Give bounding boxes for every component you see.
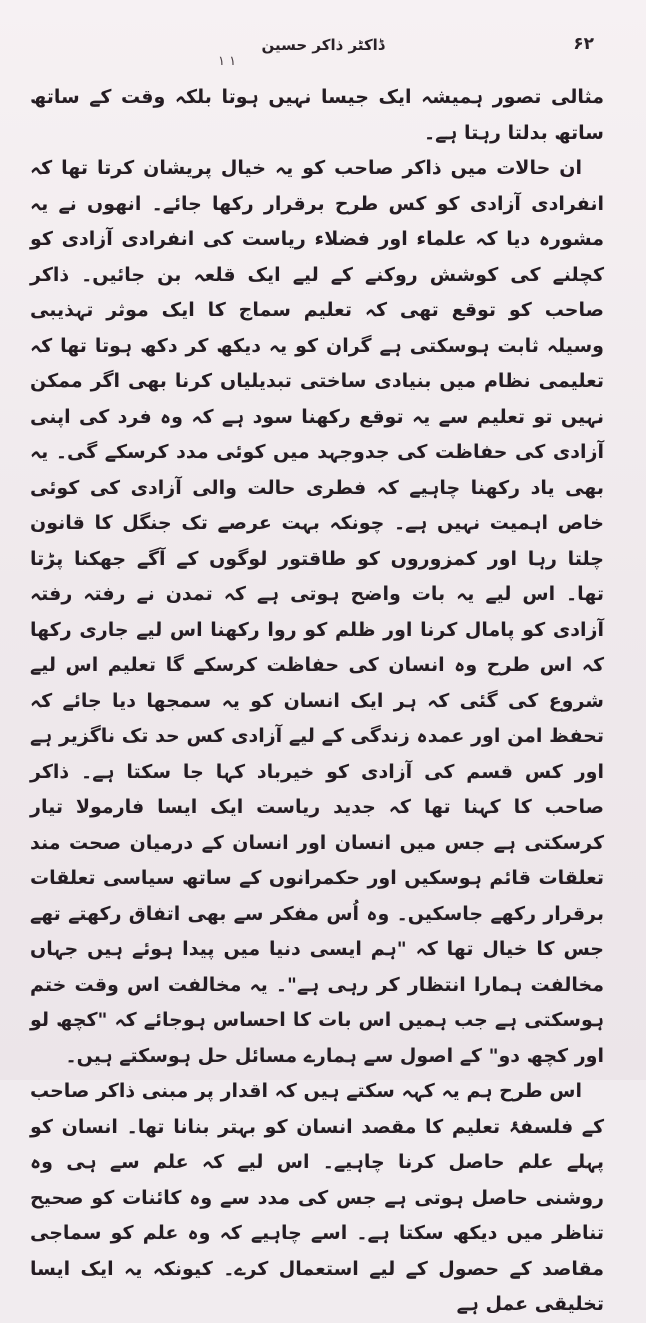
paragraph: مثالی تصور ہمیشہ ایک جیسا نہیں ہوتا بلکہ وقت کے ساتھ ساتھ بدلتا رہتا ہے۔ (30, 86, 604, 144)
running-title: ڈاکٹر ذاکر حسین (261, 36, 385, 54)
body-text (30, 80, 604, 1315)
page-header (40, 32, 606, 69)
paragraph: ان حالات میں ذاکر صاحب کو یہ خیال پریشان کرتا تھا کہ انفرادی آزادی کو کس طرح برقرار رکھا جائے۔ انھوں نے یہ مشورہ دیا کہ علماء اور فضلاء ریاست کی انفرادی آزادی کو کچلنے کی کوشش روکنے کے لیے ایک قلعہ بن جائیں۔ ذاکر صاحب کو توقع تھی کہ تعلیم سماج کا ایک موثر تہذیبی وسیلہ ثابت ہوسکتی ہے گران کو یہ دیکھ کر دکھ ہوتا تھا کہ تعلیمی نظام میں بنیادی ساختی تبدیلیاں کرنا بھی اگر ممکن نہیں تو تعلیم سے یہ توقع رکھنا سود ہے کہ وہ فرد کی اپنی آزادی کی حفاظت کی جدوجہد میں کوئی مدد کرسکے گی۔ یہ بھی یاد رکھنا چاہیے کہ فطری حالت والی آزادی کی کوئی خاص اہمیت نہیں ہے۔ چونکہ بہت عرصے تک جنگل کا قانون چلتا رہا اور کمزوروں کو طاقتور لوگوں کے آگے جھکنا پڑتا تھا۔ اس لیے یہ بات واضح ہوتی ہے کہ تمدن نے رفتہ رفتہ آزادی کو پامال کرنا اور ظلم کو روا رکھنا اس لیے جاری رکھا کہ اس طرح وہ انسان کی حفاظت کرسکے گا تعلیم اس لیے شروع کی گئی کہ ہر ایک انسان کو یہ سمجھا دیا جائے کہ تحفظ امن اور عمدہ زندگی کے لیے آزادی کس حد تک ناگزیر ہے اور کس قسم کی آزادی کو خیرباد کہا جا سکتا ہے۔ ذاکر صاحب کا کہنا تھا کہ جدید ریاست ایک ایسا فارمولا تیار کرسکتی ہے جس میں انسان اور انسان کے درمیان صحت مند تعلقات قائم ہوسکیں اور حکمرانوں کے ساتھ سیاسی تعلقات برقرار رکھے جاسکیں۔ وہ اُس مفکر سے بھی اتفاق رکھتے تھے جس کا خیال تھا کہ "ہم ایسی دنیا میں پیدا ہوئے ہیں جہاں مخالفت ہمارا انتظار کر رہی ہے"۔ یہ مخالفت اس وقت ختم ہوسکتی ہے جب ہمیں اس بات کا احساس ہوجائے کہ "کچھ لو اور کچھ دو" کے اصول سے ہمارے مسائل حل ہوسکتے ہیں۔ (30, 157, 604, 1067)
margin-mark: ١ ١ (218, 54, 237, 69)
paragraph: اس طرح ہم یہ کہہ سکتے ہیں کہ اقدار پر مبنی ذاکر صاحب کے فلسفۂ تعلیم کا مقصد انسان کو بہتر بنانا تھا۔ انسان کو پہلے علم حاصل کرنا چاہیے۔ اس لیے کہ علم سے ہی وہ روشنی حاصل ہوتی ہے جس کی مدد سے وہ کائنات کو صحیح تناظر میں دیکھ سکتا ہے۔ اسے چاہیے کہ وہ علم کو سماجی مقاصد کے حصول کے لیے استعمال کرے۔ کیونکہ یہ ایک ایسا تخلیقی عمل ہے (30, 1080, 604, 1315)
page-number: ۶۲ (573, 34, 594, 54)
